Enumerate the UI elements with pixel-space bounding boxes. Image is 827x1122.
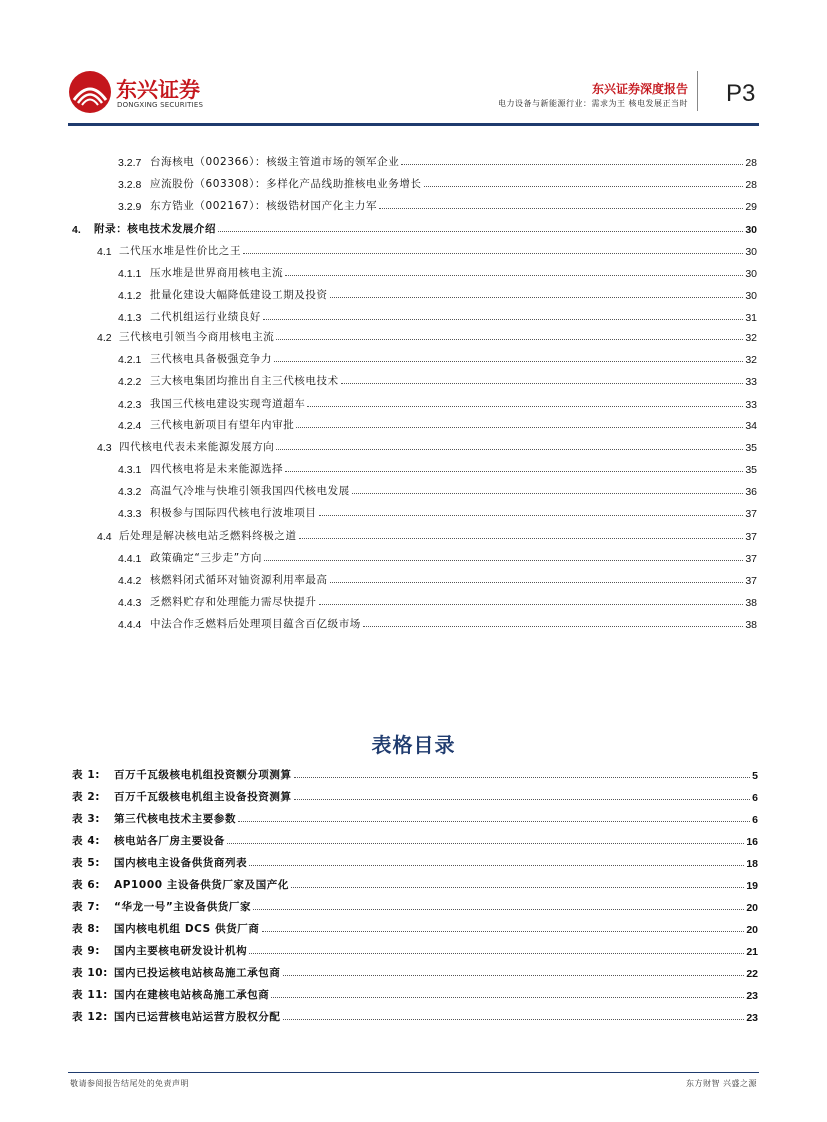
toc-leader-dots xyxy=(243,253,743,254)
table-index-title: AP1000 主设备供货厂家及国产化 xyxy=(114,879,290,891)
toc-entry-number: 4.1 xyxy=(97,246,112,258)
toc-entry-title: 应流股份（603308）：多样化产品线助推核电业务增长 xyxy=(150,178,422,190)
table-index-page: 19 xyxy=(746,880,758,892)
table-index-leader-dots xyxy=(238,821,750,822)
toc-leader-dots xyxy=(285,471,743,472)
toc-entry-page: 37 xyxy=(745,575,757,587)
table-index-entry[interactable] xyxy=(72,786,758,804)
table-index-leader-dots xyxy=(253,909,744,910)
toc-entry-page: 35 xyxy=(745,464,757,476)
footer-rule xyxy=(68,1072,759,1073)
table-index-page: 23 xyxy=(746,990,758,1002)
table-index-title: 国内在建核电站核岛施工承包商 xyxy=(114,989,270,1001)
toc-entry-page: 32 xyxy=(745,332,757,344)
toc-entry[interactable] xyxy=(118,414,757,432)
toc-entry-page: 31 xyxy=(745,312,757,324)
table-index-label: 表 4: xyxy=(72,835,101,847)
footer-slogan: 东方财智 兴盛之源 xyxy=(685,1079,757,1088)
table-index-title: 第三代核电技术主要参数 xyxy=(114,813,237,825)
toc-entry-page: 29 xyxy=(745,201,757,213)
page-number: P3 xyxy=(726,80,756,107)
toc-entry[interactable] xyxy=(118,262,757,280)
toc-entry[interactable] xyxy=(118,151,757,169)
table-index-label: 表 5: xyxy=(72,857,101,869)
table-index-entry[interactable] xyxy=(72,1006,758,1024)
table-index-page: 20 xyxy=(746,924,758,936)
toc-entry-title: 压水堆是世界商用核电主流 xyxy=(150,267,284,279)
toc-leader-dots xyxy=(330,297,744,298)
table-index-leader-dots xyxy=(294,799,751,800)
toc-entry[interactable] xyxy=(118,195,757,213)
table-index-entry[interactable] xyxy=(72,830,758,848)
toc-leader-dots xyxy=(264,560,743,561)
toc-entry[interactable] xyxy=(97,525,757,543)
table-index-leader-dots xyxy=(291,887,744,888)
toc-leader-dots xyxy=(401,164,743,165)
toc-leader-dots xyxy=(274,361,743,362)
logo-chinese-name: 东兴证券 xyxy=(116,78,200,102)
toc-entry[interactable] xyxy=(118,502,757,520)
toc-entry[interactable] xyxy=(118,306,757,324)
toc-entry[interactable] xyxy=(118,480,757,498)
footer-disclaimer: 敬请参阅报告结尾处的免责声明 xyxy=(70,1079,189,1088)
table-index-leader-dots xyxy=(249,953,744,954)
toc-entry-number: 4.1.3 xyxy=(118,312,142,324)
toc-entry-number: 4.2.2 xyxy=(118,376,142,388)
toc-entry-title: 台海核电（002366）：核级主管道市场的领军企业 xyxy=(150,156,400,168)
toc-entry[interactable] xyxy=(118,284,757,302)
toc-entry-page: 35 xyxy=(745,442,757,454)
toc-entry[interactable] xyxy=(118,173,757,191)
toc-entry-number: 4.2.4 xyxy=(118,420,142,432)
toc-entry-page: 34 xyxy=(745,420,757,432)
toc-entry-title: 二代机组运行业绩良好 xyxy=(150,311,261,323)
toc-leader-dots xyxy=(276,449,743,450)
toc-entry[interactable] xyxy=(72,218,757,236)
toc-entry[interactable] xyxy=(118,613,757,631)
toc-entry[interactable] xyxy=(118,393,757,411)
table-index-label: 表 2: xyxy=(72,791,101,803)
table-index-entry[interactable] xyxy=(72,808,758,826)
table-index-entry[interactable] xyxy=(72,984,758,1002)
table-index-title: 国内核电机组 DCS 供货厂商 xyxy=(114,923,260,935)
table-index-title: 国内核电主设备供货商列表 xyxy=(114,857,248,869)
toc-leader-dots xyxy=(276,339,743,340)
toc-entry-title: 三代核电新项目有望年内审批 xyxy=(150,419,295,431)
toc-entry[interactable] xyxy=(118,348,757,366)
toc-leader-dots xyxy=(319,515,744,516)
toc-entry-number: 3.2.8 xyxy=(118,179,142,191)
table-index-label: 表 12: xyxy=(72,1011,108,1023)
company-logo xyxy=(68,70,208,116)
toc-entry[interactable] xyxy=(118,458,757,476)
toc-entry-number: 4.2 xyxy=(97,332,112,344)
toc-leader-dots xyxy=(285,275,743,276)
toc-entry-page: 28 xyxy=(745,179,757,191)
header-divider xyxy=(697,71,698,111)
toc-entry-title: 二代压水堆是性价比之王 xyxy=(119,245,242,257)
table-index-label: 表 1: xyxy=(72,769,101,781)
toc-leader-dots xyxy=(319,604,744,605)
table-index-leader-dots xyxy=(283,975,745,976)
toc-entry-number: 4.3.3 xyxy=(118,508,142,520)
toc-entry[interactable] xyxy=(118,547,757,565)
table-index-page: 21 xyxy=(746,946,758,958)
toc-entry-page: 30 xyxy=(745,224,757,236)
toc-entry-title: 三代核电引领当今商用核电主流 xyxy=(119,331,275,343)
toc-entry-number: 4.4.4 xyxy=(118,619,142,631)
table-index-leader-dots xyxy=(262,931,745,932)
toc-entry-page: 36 xyxy=(745,486,757,498)
table-index-title: 国内已投运核电站核岛施工承包商 xyxy=(114,967,281,979)
toc-entry-page: 37 xyxy=(745,531,757,543)
toc-entry-number: 4.3.1 xyxy=(118,464,142,476)
table-index-page: 6 xyxy=(752,814,758,826)
toc-entry-number: 4.3 xyxy=(97,442,112,454)
toc-entry-title: 中法合作乏燃料后处理项目蕴含百亿级市场 xyxy=(150,618,361,630)
toc-entry-page: 32 xyxy=(745,354,757,366)
toc-entry[interactable] xyxy=(97,436,757,454)
toc-entry-number: 4.4.3 xyxy=(118,597,142,609)
report-subtitle: 电力设备与新能源行业：需求为王 核电发展正当时 xyxy=(497,99,688,108)
toc-entry-page: 33 xyxy=(745,399,757,411)
table-index-title: 百万千瓦级核电机组投资额分项测算 xyxy=(114,769,292,781)
toc-entry-number: 4.4.2 xyxy=(118,575,142,587)
table-index-title: 国内主要核电研发设计机构 xyxy=(114,945,248,957)
logo-english-name: DONGXING SECURITIES xyxy=(117,101,204,109)
toc-leader-dots xyxy=(330,582,744,583)
toc-entry-title: 积极参与国际四代核电行波堆项目 xyxy=(150,507,317,519)
table-index-label: 表 8: xyxy=(72,923,101,935)
table-index-page: 18 xyxy=(746,858,758,870)
toc-entry[interactable] xyxy=(97,240,757,258)
toc-entry[interactable] xyxy=(118,591,757,609)
table-index-entry[interactable] xyxy=(72,940,758,958)
tables-index-title: 表格目录 xyxy=(371,733,456,757)
toc-entry-page: 38 xyxy=(745,619,757,631)
table-index-title: 国内已运营核电站运营方股权分配 xyxy=(114,1011,281,1023)
table-index-leader-dots xyxy=(283,1019,745,1020)
table-index-page: 20 xyxy=(746,902,758,914)
toc-entry-title: 政策确定“三步走”方向 xyxy=(150,552,262,564)
table-index-leader-dots xyxy=(294,777,751,778)
company-logo-icon xyxy=(68,70,112,114)
toc-leader-dots xyxy=(379,208,743,209)
toc-entry-title: 后处理是解决核电站乏燃料终极之道 xyxy=(119,530,297,542)
table-index-label: 表 3: xyxy=(72,813,101,825)
toc-entry-number: 4.1.1 xyxy=(118,268,142,280)
toc-entry-page: 30 xyxy=(745,246,757,258)
toc-leader-dots xyxy=(263,319,743,320)
toc-leader-dots xyxy=(307,406,743,407)
table-index-label: 表 7: xyxy=(72,901,101,913)
table-index-page: 6 xyxy=(752,792,758,804)
table-index-label: 表 9: xyxy=(72,945,101,957)
toc-leader-dots xyxy=(296,427,743,428)
table-index-page: 22 xyxy=(746,968,758,980)
toc-leader-dots xyxy=(218,231,743,232)
toc-entry-number: 4.4 xyxy=(97,531,112,543)
toc-entry-title: 批量化建设大幅降低建设工期及投资 xyxy=(150,289,328,301)
toc-leader-dots xyxy=(341,383,744,384)
toc-entry-number: 3.2.9 xyxy=(118,201,142,213)
toc-entry-title: 乏燃料贮存和处理能力需尽快提升 xyxy=(150,596,317,608)
toc-leader-dots xyxy=(424,186,744,187)
toc-entry[interactable] xyxy=(118,569,757,587)
toc-entry-title: 四代核电代表未来能源发展方向 xyxy=(119,441,275,453)
toc-leader-dots xyxy=(352,493,744,494)
table-index-title: 核电站各厂房主要设备 xyxy=(114,835,225,847)
table-index-entry[interactable] xyxy=(72,962,758,980)
table-index-page: 23 xyxy=(746,1012,758,1024)
table-index-label: 表 11: xyxy=(72,989,108,1001)
report-title: 东兴证券深度报告 xyxy=(591,82,688,96)
toc-entry-title: 核燃料闭式循环对铀资源利用率最高 xyxy=(150,574,328,586)
toc-entry-title: 东方锆业（002167）：核级锆材国产化主力军 xyxy=(150,200,378,212)
table-index-page: 16 xyxy=(746,836,758,848)
toc-entry[interactable] xyxy=(97,326,757,344)
toc-entry-number: 3.2.7 xyxy=(118,157,142,169)
toc-leader-dots xyxy=(363,626,743,627)
table-index-leader-dots xyxy=(227,843,744,844)
toc-entry[interactable] xyxy=(118,370,757,388)
table-index-leader-dots xyxy=(271,997,744,998)
table-index-title: “华龙一号”主设备供货厂家 xyxy=(114,901,252,913)
toc-entry-title: 高温气冷堆与快堆引领我国四代核电发展 xyxy=(150,485,350,497)
toc-entry-number: 4.2.1 xyxy=(118,354,142,366)
table-index-entry[interactable] xyxy=(72,918,758,936)
table-index-label: 表 6: xyxy=(72,879,101,891)
toc-entry-title: 四代核电将是未来能源选择 xyxy=(150,463,284,475)
table-index-label: 表 10: xyxy=(72,967,108,979)
table-index-page: 5 xyxy=(752,770,758,782)
table-index-entry[interactable] xyxy=(72,874,758,892)
toc-entry-page: 33 xyxy=(745,376,757,388)
toc-entry-number: 4. xyxy=(72,224,81,236)
toc-entry-page: 38 xyxy=(745,597,757,609)
toc-entry-page: 30 xyxy=(745,268,757,280)
toc-entry-title: 附录：核电技术发展介绍 xyxy=(94,223,217,235)
toc-entry-page: 28 xyxy=(745,157,757,169)
toc-entry-number: 4.1.2 xyxy=(118,290,142,302)
toc-entry-number: 4.3.2 xyxy=(118,486,142,498)
table-index-entry[interactable] xyxy=(72,764,758,782)
table-index-title: 百万千瓦级核电机组主设备投资测算 xyxy=(114,791,292,803)
toc-entry-number: 4.2.3 xyxy=(118,399,142,411)
toc-entry-number: 4.4.1 xyxy=(118,553,142,565)
toc-entry-page: 37 xyxy=(745,553,757,565)
toc-entry-title: 我国三代核电建设实现弯道超车 xyxy=(150,398,306,410)
toc-entry-page: 37 xyxy=(745,508,757,520)
table-index-entry[interactable] xyxy=(72,852,758,870)
toc-entry-page: 30 xyxy=(745,290,757,302)
toc-entry-title: 三代核电具备极强竞争力 xyxy=(150,353,273,365)
header-rule xyxy=(68,123,759,126)
table-index-leader-dots xyxy=(249,865,744,866)
table-index-entry[interactable] xyxy=(72,896,758,914)
toc-leader-dots xyxy=(299,538,744,539)
toc-entry-title: 三大核电集团均推出自主三代核电技术 xyxy=(150,375,339,387)
